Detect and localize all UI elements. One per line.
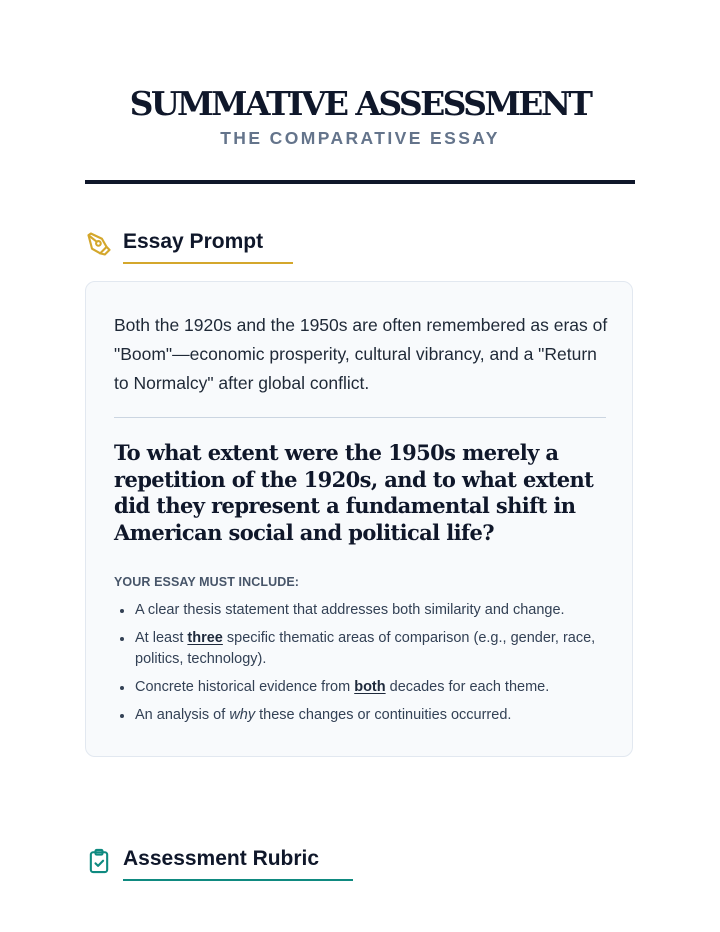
document-header [0,84,720,149]
requirement-item [114,628,604,670]
requirement-text-pre: Concrete historical evidence from [135,679,355,695]
requirement-emphasis: three [187,630,223,646]
pen-nib-icon [85,230,113,258]
prompt-context: Both the 1920s and the 1950s are often remembered as eras of "Boom"—economic prosperity, cultural vibrancy, and a "Return to Normalcy" after global conflict. [114,315,608,393]
essay-prompt-underline [123,262,293,264]
requirement-item [114,705,604,726]
requirement-text-pre: At least [135,630,188,646]
document-title: SUMMATIVE ASSESSMENT [129,84,591,123]
requirement-text-pre: An analysis of [135,707,230,723]
bullet-icon [120,609,124,613]
assessment-rubric-underline [123,879,353,881]
prompt-question: To what extent were the 1950s merely a repetition of the 1920s, and to what extent did they represent a fundamental shift in American social and political life? [114,440,594,545]
requirement-text-post: specific thematic areas of comparison (e.g., gender, race, politics, technology). [135,630,596,667]
requirement-emphasis: both [354,679,386,695]
requirement-italic: why [229,707,256,723]
requirement-item [114,677,604,698]
clipboard-check-icon [85,847,113,875]
bullet-icon [120,637,124,641]
assessment-rubric-title: Assessment Rubric [123,847,320,870]
essay-prompt-title: Essay Prompt [123,230,264,253]
bullet-icon [120,714,124,718]
document-subtitle: THE COMPARATIVE ESSAY [220,128,500,148]
card-divider [114,417,606,418]
requirements-label: YOUR ESSAY MUST INCLUDE: [114,575,300,589]
essay-prompt-card [85,281,633,757]
requirement-item [114,600,604,621]
bullet-icon [120,686,124,690]
requirement-text-post: decades for each theme. [385,679,550,695]
header-divider [85,180,635,184]
requirement-text: A clear thesis statement that addresses both similarity and change. [135,602,565,618]
requirements-list [114,600,604,733]
requirement-text-post: these changes or continuities occurred. [255,707,512,723]
